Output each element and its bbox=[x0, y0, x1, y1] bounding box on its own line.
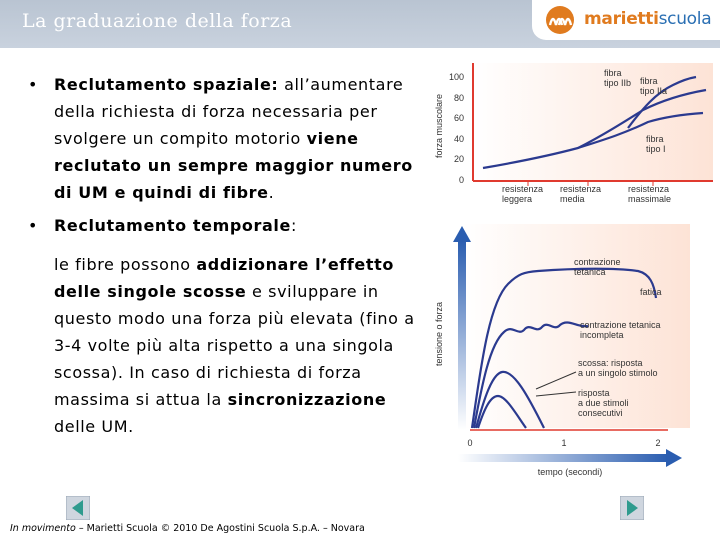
curve-annotation: fatica bbox=[640, 287, 662, 297]
bullet-2-segment: Reclutamento temporale bbox=[54, 216, 291, 235]
fibre-type-label: fibra tipo IIb bbox=[604, 68, 632, 88]
fibre-type-label: fibra tipo IIa bbox=[640, 76, 668, 96]
book-title: In movimento bbox=[10, 523, 76, 534]
bullet-1-segment: Reclutamento spaziale: bbox=[54, 75, 279, 94]
bullet-temporal-recruitment bbox=[28, 212, 418, 239]
x-axis-arrow-icon bbox=[666, 449, 682, 467]
main-text bbox=[28, 71, 418, 440]
logo-icon bbox=[542, 5, 578, 35]
logo-brand-b: scuola bbox=[658, 9, 712, 29]
bullet-2-body-segment: addizionare l’effetto delle singole scosse bbox=[54, 255, 394, 301]
bullet-text bbox=[54, 75, 413, 202]
y-tick-label: 0 bbox=[458, 175, 464, 185]
y-tick-label: 80 bbox=[453, 93, 464, 103]
y-tick-label: 20 bbox=[453, 154, 464, 164]
y-tick-label: 40 bbox=[453, 134, 464, 144]
logo-wordmark bbox=[584, 9, 711, 29]
fibre-recruitment-figure bbox=[428, 58, 718, 210]
bullet-2-body-segment: sincronizzazione bbox=[227, 390, 387, 409]
x-axis-bar bbox=[458, 454, 668, 462]
next-slide-button[interactable] bbox=[620, 496, 644, 520]
bullet-2-body-segment: le fibre possono bbox=[54, 255, 197, 274]
x-tick-label: resistenza leggera bbox=[502, 184, 544, 204]
curve-annotation: contrazione tetanica bbox=[574, 257, 621, 277]
page-title: La graduazione della forza bbox=[22, 10, 293, 32]
footer-credit bbox=[10, 523, 365, 534]
y-tick-label: 60 bbox=[453, 113, 464, 123]
temporal-recruitment-body bbox=[28, 251, 418, 440]
bullet-dot: • bbox=[28, 216, 39, 235]
previous-slide-button[interactable] bbox=[66, 496, 90, 520]
curve-annotation: contrazione tetanica incompleta bbox=[580, 320, 661, 340]
copyright-text: – Marietti Scuola © 2010 De Agostini Scuola S.p.A. – Novara bbox=[75, 523, 365, 534]
curve-annotation: risposta a due stimoli consecutivi bbox=[578, 388, 629, 418]
bullet-dot: • bbox=[28, 75, 39, 94]
y-axis-label: tensione o forza bbox=[434, 301, 444, 367]
x-axis-label: tempo (secondi) bbox=[537, 467, 603, 477]
x-tick-label: 2 bbox=[655, 438, 661, 448]
bullet-1-segment: . bbox=[268, 183, 275, 202]
y-axis-bar bbox=[458, 240, 466, 430]
x-tick-label: resistenza media bbox=[560, 184, 602, 204]
y-axis-label: forza muscolare bbox=[434, 93, 444, 159]
bullet-2-body-segment: e sviluppare in questo modo una forza più elevata (fino a 3-4 volte più alta rispetto a una singola scossa). In caso di richiesta di forza massima si attua la bbox=[54, 282, 415, 409]
header-bar bbox=[0, 0, 720, 48]
y-tick-label: 100 bbox=[448, 72, 464, 82]
x-tick-label: 1 bbox=[561, 438, 567, 448]
bullet-2-segment: : bbox=[290, 216, 297, 235]
bullet-spatial-recruitment bbox=[28, 71, 418, 206]
curve-annotation: scossa: risposta a un singolo stimolo bbox=[578, 358, 658, 378]
bullet-2-body-segment: delle UM. bbox=[54, 417, 134, 436]
bullet-1-segment: viene reclutato un sempre maggior numero di UM e quindi di fibre bbox=[54, 129, 413, 202]
logo-brand-a: marietti bbox=[584, 9, 659, 29]
publisher-logo bbox=[532, 0, 720, 40]
x-tick-label: resistenza massimale bbox=[628, 184, 672, 204]
bullet-text bbox=[54, 216, 297, 235]
force-time-figure bbox=[428, 224, 690, 486]
x-tick-label: 0 bbox=[467, 438, 473, 448]
fibre-type-label: fibra tipo I bbox=[646, 134, 666, 154]
bullet-1-segment: all’aumentare della richiesta di forza necessaria per svolgere un compito motorio bbox=[54, 75, 404, 148]
